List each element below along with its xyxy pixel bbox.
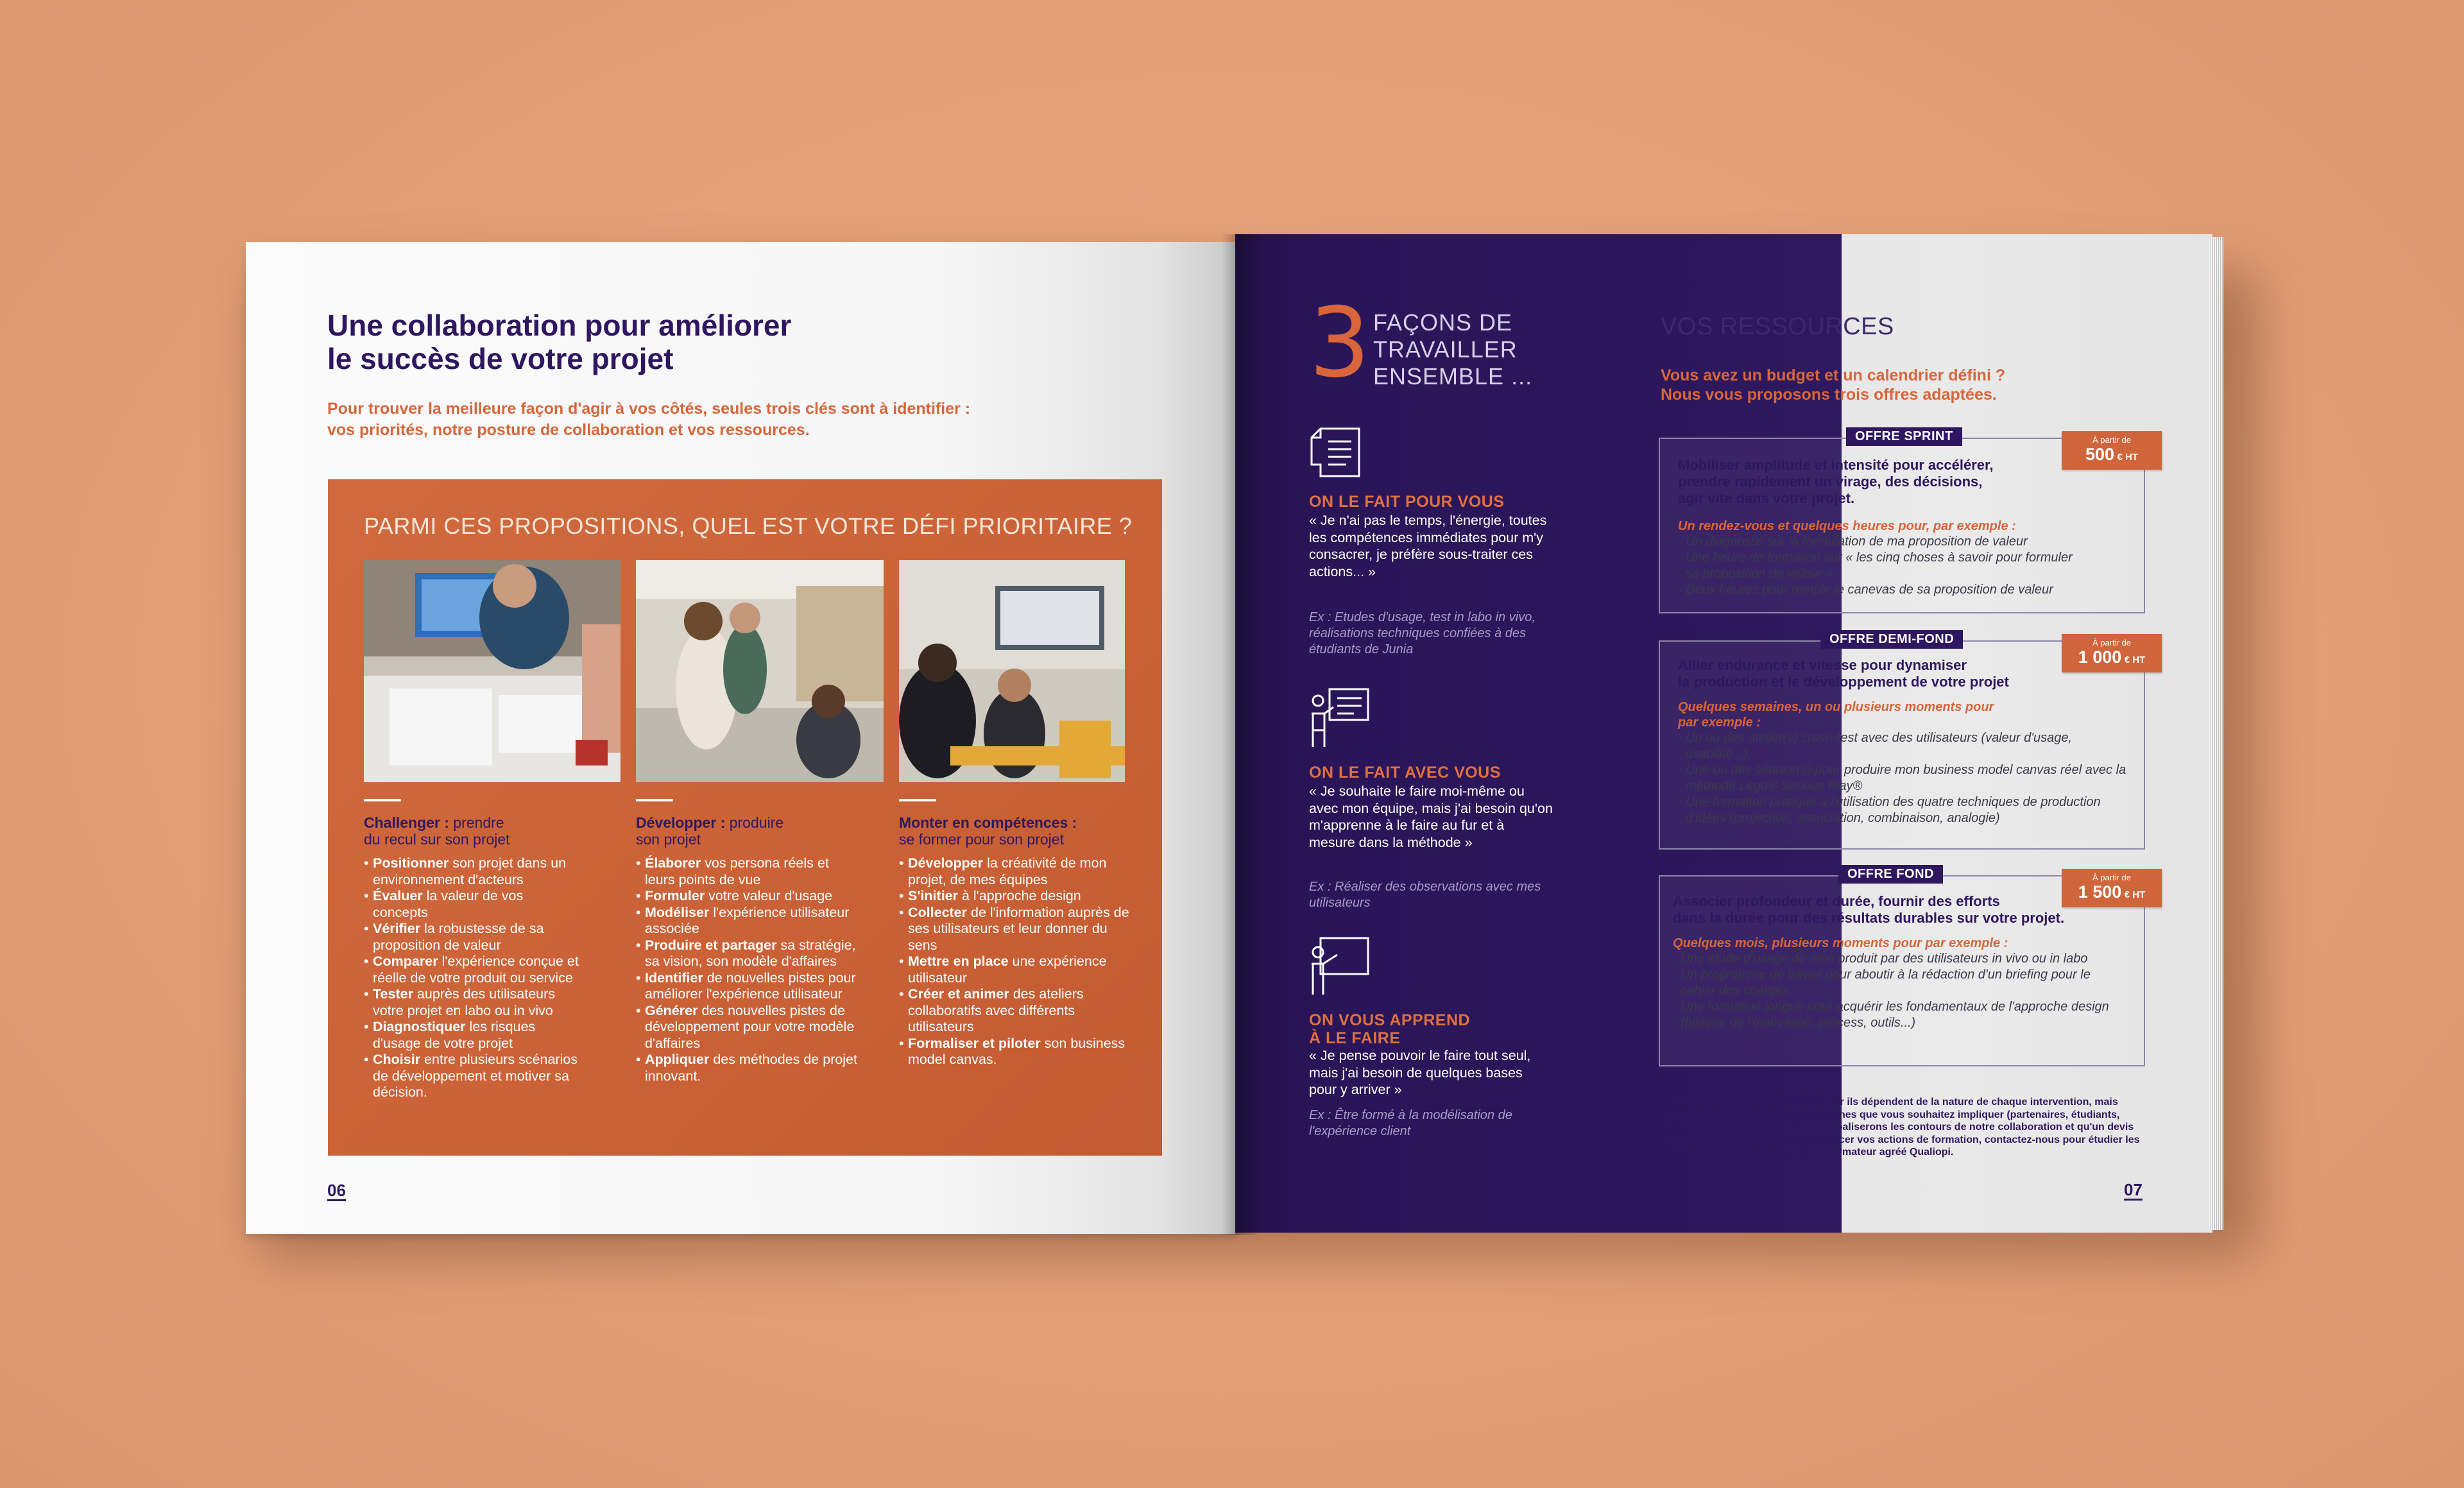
list-item: · Un ou des atelier(s) crash-test avec des utilisateurs (valeur d'usage, usabilité...) [1678, 731, 2073, 761]
way-3-example: Ex : Être formé à la modélisation de l'expérience client [1309, 1108, 1512, 1138]
list-item: · Une ou des séance(s) pour produire mon business model canvas réel avec la méthode Lego® Serious Play® [1678, 763, 2126, 793]
offer-sprint-card [1659, 429, 2145, 613]
list-item: • Créer et animer des ateliers collaboratifs avec différents utilisateurs [899, 986, 1130, 1036]
competences-list [899, 855, 1130, 1068]
way-3-title: ON VOUS APPREND À LE FAIRE [1309, 1011, 1471, 1047]
list-item: • Évaluer la valeur de vos concepts [364, 888, 582, 921]
heading-light: produire [725, 814, 784, 831]
document-list-icon [1308, 425, 1363, 483]
offer-body [1660, 877, 2109, 1031]
heading-line-2: du recul sur son projet [364, 831, 510, 848]
list-item: · Une formation longue pour acquérir les fondamentaux de l'approche design (histoire de l'innovation, process, outils...) [1673, 1000, 2109, 1030]
list-item: · Un programme de travail pour aboutir à la rédaction d'un briefing pour le cahier des charges [1673, 968, 2091, 998]
list-item: • Mettre en place une expérience utilisateur [899, 954, 1130, 986]
list-item: • Développer la créativité de mon projet, de mes équipes [899, 855, 1130, 888]
offer-body [1660, 439, 2073, 598]
column-competences [899, 799, 1130, 1068]
intro-text [327, 398, 1065, 441]
heading-bold: Challenger : [364, 814, 449, 831]
column-dash [636, 799, 673, 801]
page-edge [2209, 237, 2223, 1230]
column-dash [899, 799, 936, 801]
list-item: • Produire et partager sa stratégie, sa vision, son modèle d'affaires [636, 937, 860, 970]
developper-list [636, 855, 860, 1084]
column-heading [636, 814, 860, 848]
page-number-left: 06 [327, 1181, 346, 1200]
offer-list [1678, 730, 2140, 826]
list-item: • S'initier à l'approche design [899, 888, 1130, 905]
column-dash [364, 799, 401, 801]
list-item: · Un diagnostic sur la formulation de ma proposition de valeur [1678, 534, 2028, 549]
challenge-box-title: PARMI CES PROPOSITIONS, QUEL EST VOTRE DÉFI PRIORITAIRE ? [364, 513, 1133, 539]
challenge-box [328, 479, 1162, 1156]
offer-lead: Associer profondeur et durée, fournir des efforts dans la durée pour des résultats durables sur votre projet. [1673, 893, 2065, 926]
photo-competences [899, 560, 1125, 782]
offer-tag: OFFRE FOND [1838, 865, 1943, 884]
offer-tag: OFFRE DEMI-FOND [1820, 630, 1963, 649]
heading-bold: Développer : [636, 814, 726, 831]
way-2-quote: « Je souhaite le faire moi-même ou avec mon équipe, mais j'ai besoin qu'on m'apprenne à le faire au fur et à mesure dans la méthode » [1309, 783, 1553, 850]
list-item: • Élaborer vos persona réels et leurs points de vue [636, 855, 860, 888]
photo-developper [636, 560, 884, 782]
page-title [327, 309, 969, 375]
price-badge: À partir de 1 000 € HT [2062, 634, 2162, 672]
heading-line-2: son projet [636, 831, 701, 848]
list-item: · Deux heures pour remplir le canevas de sa proposition de valeur [1678, 583, 2053, 597]
left-page-content [246, 234, 1235, 1235]
price-badge: À partir de 500 € HT [2062, 431, 2162, 470]
list-item: • Tester auprès des utilisateurs votre projet en labo ou in vivo [364, 986, 582, 1019]
intro-line-2: vos priorités, notre posture de collaboration et vos ressources. [327, 421, 810, 439]
list-item: • Générer des nouvelles pistes de développement pour votre modèle d'affaires [636, 1003, 860, 1052]
list-item: • Formaliser et piloter son business model canvas. [899, 1036, 1130, 1068]
way-2-title: ON LE FAIT AVEC VOUS [1309, 764, 1501, 782]
list-item: • Formuler votre valeur d'usage [636, 888, 860, 905]
column-developper [636, 799, 860, 1084]
resources-subtitle: Vous avez un budget et un calendrier défini ? Nous vous proposons trois offres adaptées. [1661, 366, 2006, 404]
list-item: • Comparer l'expérience conçue et réelle de votre produit ou service [364, 954, 582, 986]
offer-example-head: Un rendez-vous et quelques heures pour, par exemple : [1678, 519, 2016, 533]
list-item: • Choisir entre plusieurs scénarios de développement et motiver sa décision. [364, 1052, 582, 1101]
list-item: • Vérifier la robustesse de sa proposition de valeur [364, 921, 582, 954]
page-number-right: 07 [2124, 1180, 2143, 1199]
offer-fond-card [1659, 867, 2146, 1066]
offer-tag: OFFRE SPRINT [1846, 427, 1962, 446]
title-line-2: le succès de votre projet [327, 342, 674, 375]
column-heading [364, 814, 582, 848]
heading-bold: Monter en compétences : [899, 814, 1077, 831]
way-1-quote: « Je n'ai pas le temps, l'énergie, toutes les compétences immédiates pour m'y consacrer, je préfère sous-traiter ces actions... » [1309, 513, 1547, 579]
way-3-quote: « Je pense pouvoir le faire tout seul, mais j'ai besoin de quelques bases pour y arriver » [1309, 1048, 1531, 1097]
list-item: · Une heure de formation sur « les cinq choses à savoir pour formuler sa proposition de valeur » [1678, 551, 2073, 581]
price-badge: À partir de 1 500 € HT [2062, 869, 2162, 907]
list-item: • Positionner son projet dans un environnement d'acteurs [364, 855, 582, 888]
list-item: • Modéliser l'expérience utilisateur associée [636, 905, 860, 937]
list-item: · Une formation pratique à l'utilisation des quatre techniques de production d'idées (projection, association, combinaison, analogie) [1678, 795, 2101, 825]
offer-lead: Allier endurance et vitesse pour dynamiser la production et le développement de votre projet [1678, 657, 2009, 690]
photo-challenger [364, 560, 620, 782]
heading-light: prendre [449, 814, 504, 831]
intro-line-1: Pour trouver la meilleure façon d'agir à vos côtés, seules trois clés sont à identifier : [327, 400, 971, 418]
list-item: • Appliquer des méthodes de projet innovant. [636, 1052, 860, 1084]
way-1-title: ON LE FAIT POUR VOUS [1309, 493, 1505, 511]
way-2-example: Ex : Réaliser des observations avec mes utilisateurs [1309, 880, 1541, 910]
offer-example-head: Quelques mois, plusieurs moments pour par exemple : [1673, 936, 2008, 950]
offer-lead: Mobiliser amplitude et intensité pour accélérer, prendre rapidement un virage, des décisions, agir vite dans votre projet. [1678, 457, 1994, 506]
list-item: • Diagnostiquer les risques d'usage de votre projet [364, 1019, 582, 1052]
title-line-1: Une collaboration pour améliorer [327, 309, 792, 342]
column-heading [899, 814, 1130, 848]
way-1-example: Ex : Etudes d'usage, test in labo in vivo, réalisations techniques confiées à des étudiants de Junia [1309, 610, 1536, 656]
resources-title: VOS RESSOURCES [1661, 313, 1894, 340]
teacher-board-icon [1308, 936, 1372, 1000]
facons-heading: FAÇONS DE TRAVAILLER ENSEMBLE ... [1373, 309, 1533, 389]
list-item: · Une étude d'usage de mon produit par des utilisateurs in vivo ou in labo [1673, 952, 2088, 966]
offer-list [1678, 534, 2140, 598]
heading-line-2: se former pour son projet [899, 831, 1064, 848]
number-three: 3 [1309, 287, 1371, 399]
column-challenger [364, 799, 582, 1101]
offer-demi-fond-card [1659, 632, 2146, 850]
challenger-list [364, 855, 582, 1101]
offer-example-head: Quelques semaines, un ou plusieurs moments pour par exemple : [1678, 700, 1994, 730]
list-item: • Collecter de l'information auprès de ses utilisateurs et leur donner du sens [899, 905, 1130, 954]
list-item: • Identifier de nouvelles pistes pour améliorer l'expérience utilisateur [636, 970, 860, 1003]
presenter-board-icon [1308, 685, 1372, 753]
pricing-footnote: *Les tarifs indiqués sont indicatifs car ils dépendent de la nature de chaque intervention, mais aussi du nombre et profils de personnes que vous souhaitez impliquer (partenaires, étudiants, clients....). C'est en amont que nous baliserons les contours de notre collaboration et qu'un devis ajusté vous sera proposé. Pour financer vos actions de formation, contactez-nous pour étudier les solutions. Junia XP est organisme formateur agréé Qualiopi. [1659, 1097, 2140, 1158]
offer-list [1673, 951, 2135, 1031]
